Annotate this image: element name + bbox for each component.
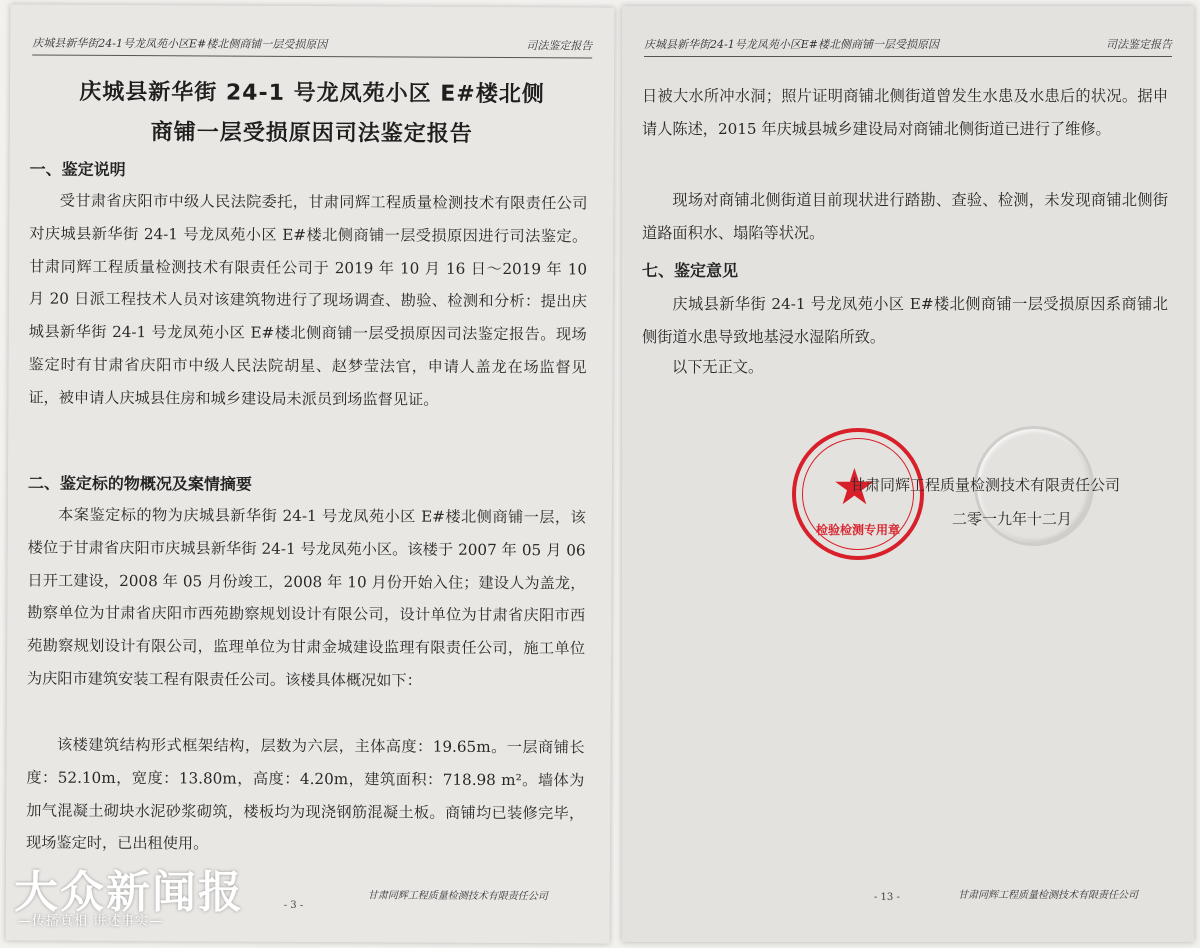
paragraph-site-inspection: 现场对商铺北侧街道目前现状进行踏勘、查验、检测，未发现商铺北侧街道路面积水、塌陷等状况。	[642, 191, 1168, 242]
paragraph-3: 该楼建筑结构形式框架结构，层数为六层，主体高度：19.65m。一层商铺长度：52.10m，宽度：13.80m，高度：4.20m，建筑面积：718.98 m²。墙体为加气混凝土砌块水泥砂浆砌筑，楼板均为现浇钢筋混凝土板。商铺均已装修完毕，现场鉴定时，已出租使用。	[26, 735, 585, 853]
header-right-text: 司法鉴定报告	[526, 39, 593, 53]
star-icon: ★	[832, 458, 877, 516]
page-footer: 甘肃同辉工程质量检测技术有限责任公司	[367, 890, 548, 903]
page-header	[644, 26, 1172, 57]
header-left-text: 庆城县新华街24-1号龙凤苑小区E#楼北侧商铺一层受损原因	[32, 36, 328, 52]
watermark-slogan: —传播真相 讲述事实—	[18, 914, 164, 929]
seal-text: 检验检测专用章	[815, 523, 900, 537]
section-heading-2: 二、鉴定标的物概况及案情摘要	[27, 473, 253, 494]
news-watermark	[14, 856, 254, 936]
paragraph-2: 本案鉴定标的物为庆城县新华街 24-1 号龙凤苑小区 E#楼北侧商铺一层，该楼位于甘肃省庆阳市庆城县新华街 24-1 号龙凤苑小区。该楼于 2007 年 05 月 06 日开工建设，2008 年 05 月份竣工，2008 年 10 月份开始入住；建设人为盖龙，勘察单位为甘肃省庆阳市西苑勘察规划设计有限公司，设计单位为甘肃省庆阳市西苑勘察规划设计有限公司，监理单位为甘肃金城建设监理有限责任公司，施工单位为庆阳市建筑安装工程有限责任公司。该楼具体概况如下：	[26, 505, 586, 690]
signature-company: 甘肃同辉工程质量检测技术有限责任公司	[850, 476, 1121, 494]
report-title-line2: 商铺一层受损原因司法鉴定报告	[150, 120, 473, 147]
paragraph-opinion: 庆城县新华街 24-1 号龙凤苑小区 E#楼北侧商铺一层受损原因系商铺北侧街道水患导致地基浸水湿陷所致。	[642, 295, 1168, 346]
page-footer: 甘肃同辉工程质量检测技术有限责任公司	[958, 890, 1138, 901]
section-heading-7: 七、鉴定意见	[642, 261, 739, 280]
page-number: - 13 -	[874, 892, 900, 903]
watermark-logo-text: 大众新闻报	[14, 867, 244, 918]
right-page	[622, 6, 1194, 942]
header-right-text: 司法鉴定报告	[1106, 38, 1172, 51]
left-page	[6, 4, 615, 943]
report-title-line1: 庆城县新华街 24-1 号龙凤苑小区 E#楼北侧	[79, 79, 545, 108]
section-heading-1: 一、鉴定说明	[29, 159, 126, 180]
header-left-text: 庆城县新华街24-1号龙凤苑小区E#楼北侧商铺一层受损原因	[644, 38, 939, 51]
signature-date: 二零一九年十二月	[952, 510, 1073, 528]
page-number: - 3 -	[283, 899, 304, 911]
paragraph-1: 受甘肃省庆阳市中级人民法院委托，甘肃同辉工程质量检测技术有限责任公司对庆城县新华街 24-1 号龙凤苑小区 E#楼北侧商铺一层受损原因进行司法鉴定。甘肃同辉工程质量检测技术有限责任公司于 2019 年 10 月 16 日～2019 年 10 月 20 日派工程技术人员对该建筑物进行了现场调查、勘验、检测和分析：提出庆城县新华街 24-1 号龙凤苑小区 E#楼北侧商铺一层受损原因司法鉴定报告。现场鉴定时有甘肃省庆阳市中级人民法院胡星、赵梦莹法官，申请人盖龙在场监督见证，被申请人庆城县住房和城乡建设局未派员到场监督见证。	[28, 191, 588, 409]
page-header	[32, 25, 592, 59]
end-of-text: 以下无正文。	[672, 358, 764, 376]
paragraph-continued: 日被大水所冲水洞；照片证明商铺北侧街道曾发生水患及水患后的状况。据申请人陈述，2015 年庆城县城乡建设局对商铺北侧街道已进行了维修。	[642, 87, 1168, 138]
